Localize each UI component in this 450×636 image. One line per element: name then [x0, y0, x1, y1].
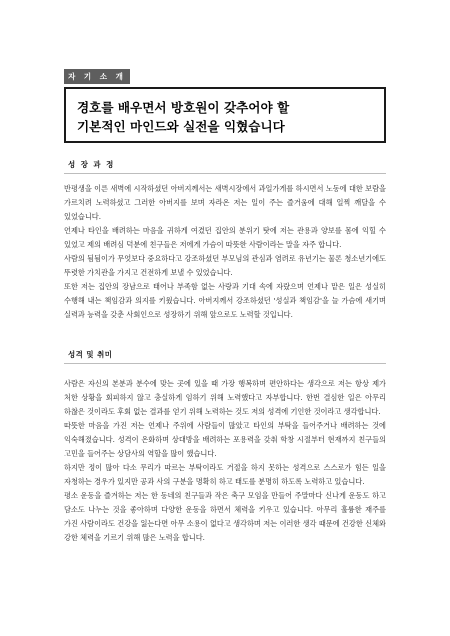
- paragraph: 사람은 자신의 본분과 분수에 맞는 곳에 있을 때 가장 행복하며 편안하다는 생각으로 저는 항상 제가 처한 상황을 회피하지 않고 충실하게 임하기 위해 노력했다고 자부합니다. 한번 결심한 일은 아무리 하찮은 것이라도 후회 없는 결과를 얻기 위해 노력하는 것도 저의 성격에 기인한 것이라고 생각합니다.: [64, 379, 386, 416]
- headline-box: [64, 87, 386, 143]
- paragraph: 언제나 타인을 배려하는 마음을 귀하게 여겼던 집안의 분위기 탓에 저는 관용과 양보를 몸에 익힐 수 있었고 제의 배려심 덕분에 친구들은 저에게 가슴이 따뜻한 사람이라는 말을 자주 합니다.: [64, 226, 386, 249]
- section-body-growth: [64, 182, 386, 322]
- section-header-growth: [64, 156, 386, 174]
- paragraph: 평소 운동을 즐겨하는 저는 한 동네의 친구들과 작은 축구 모임을 만들어 주말마다 신나게 운동도 하고 담소도 나누는 것을 좋아하며 다양한 운동을 하면서 체력을 키우고 있습니다. 아무리 훌륭한 재주를 가진 사람이라도 건강을 잃는다면 아무 소용이 없다고 생각하며 저는 이러한 생각 때문에 건강한 신체와 강한 체력을 기르기 위해 많은 노력을 합니다.: [64, 491, 386, 542]
- section-title-personality: 성격 및 취미: [68, 350, 113, 359]
- section-header-personality: [64, 346, 386, 364]
- section-body-personality: [64, 377, 386, 545]
- paragraph: 반평생을 이른 새벽에 시작하셨던 아버지께서는 새벽시장에서 과일가게를 하시면서 노동에 대한 보람을 가르치려 노력하셨고 그러한 아버지를 보며 자라온 저는 일이 주는 즐거움에 대해 일찍 깨달을 수 있었습니다.: [64, 184, 386, 221]
- paragraph: 사람의 됨됨이가 무엇보다 중요하다고 강조하셨던 부모님의 관심과 염려로 유년기는 물론 청소년기에도 뚜렷한 가치관을 가지고 건전하게 보낼 수 있었습니다.: [64, 254, 386, 277]
- headline-line-2: 기본적인 마인드와 실전을 익혔습니다: [77, 119, 285, 134]
- headline-line-1: 경호를 배우면서 방호원이 갖추어야 할: [77, 100, 290, 115]
- paragraph: 또한 저는 집안의 장남으로 태어나 부족함 없는 사랑과 기대 속에 자랐으며 언제나 맡은 일은 성실히 수행해 내는 책임감과 의지를 키웠습니다. 아버지께서 강조하셨던 '성실과 책임감'을 늘 가슴에 새기며 실력과 능력을 갖춘 사회인으로 성장하기 위해 앞으로도 노력할 것입니다.: [64, 282, 386, 319]
- paragraph: 따뜻한 마음을 가진 저는 언제나 주위에 사람들이 많았고 타인의 부탁을 들어주거나 배려하는 것에 익숙해졌습니다. 성격이 온화하며 상대방을 배려하는 포용력을 갖춰 학창 시절부터 현재까지 친구들의 고민을 들어주는 상담사의 역할을 많이 했습니다.: [64, 421, 386, 458]
- paragraph: 하지만 정이 많아 다소 무리가 따르는 부탁이라도 거절을 하지 못하는 성격으로 스스로가 힘든 일을 자청하는 경우가 있지만 공과 사의 구분을 명확히 하고 태도를 분명히 하도록 노력하고 있습니다.: [64, 463, 386, 486]
- document-type-tag: 자 기 소 개 서: [64, 69, 130, 84]
- section-title-growth: 성 장 과 정: [68, 160, 115, 169]
